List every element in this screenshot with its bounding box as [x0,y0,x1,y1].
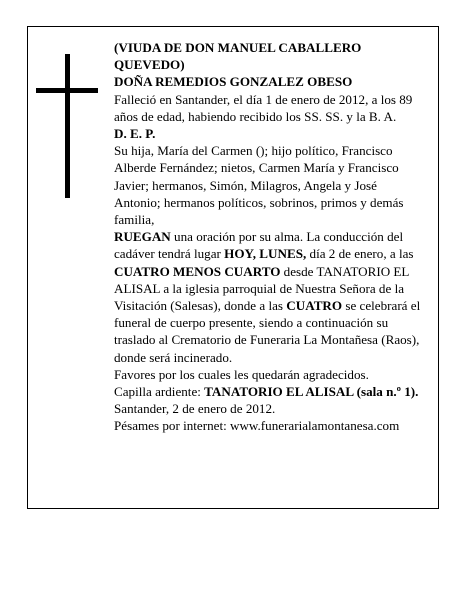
latin-cross-icon [36,54,98,198]
ruegan-text-3: desde TANATORIO EL ALISAL a la iglesia parroquial de Nuestra Señora de la Visitación (Salesas), donde a las [114,263,409,314]
date-place: Santander, 2 de enero de 2012. [114,401,276,417]
obituary-text [114,39,424,435]
ruegan-text-4: se celebrará el funeral de cuerpo presente, siendo a continuación su traslado al Crematorio de Funeraria La Montañesa (Raos), donde será incinerado. [114,298,421,365]
chapel-label: Capilla ardiente: [114,384,205,400]
ruegan-label: RUEGAN [114,229,171,245]
widow-header: (VIUDA DE DON MANUEL CABALLERO QUEVEDO) [114,40,362,73]
condolences-online: Pésames por internet: www.funerarialamontanesa.com [114,418,400,434]
chapel-line [114,383,424,400]
ceremony-paragraph [114,228,424,366]
cuatro-menos-cuarto: CUATRO MENOS CUARTO [114,263,281,279]
family-list: Su hija, María del Carmen (); hijo político, Francisco Alberde Fernández; nietos, Carmen María y Francisco Javier; hermanos, Simón, Milagros, Angela y José Antonio; hermanos políticos, sobrinos, primos y demás familia, [114,143,404,228]
death-announcement: Falleció en Santander, el día 1 de enero de 2012, a los 89 años de edad, habiendo recibido los SS. SS. y la B. A. [114,91,413,124]
cuatro: CUATRO [286,298,343,314]
chapel-value: TANATORIO EL ALISAL (sala n.º 1). [204,384,419,400]
thanks-line: Favores por los cuales les quedarán agradecidos. [114,366,369,382]
dep-abbreviation: D. E. P. [114,126,156,142]
ruegan-text-2: día 2 de enero, a las [306,246,414,262]
hoy-lunes: HOY, LUNES, [224,246,307,262]
ruegan-text-1: una oración por su alma. La conducción del cadáver tendrá lugar [114,229,404,262]
deceased-name: DOÑA REMEDIOS GONZALEZ OBESO [114,74,353,90]
